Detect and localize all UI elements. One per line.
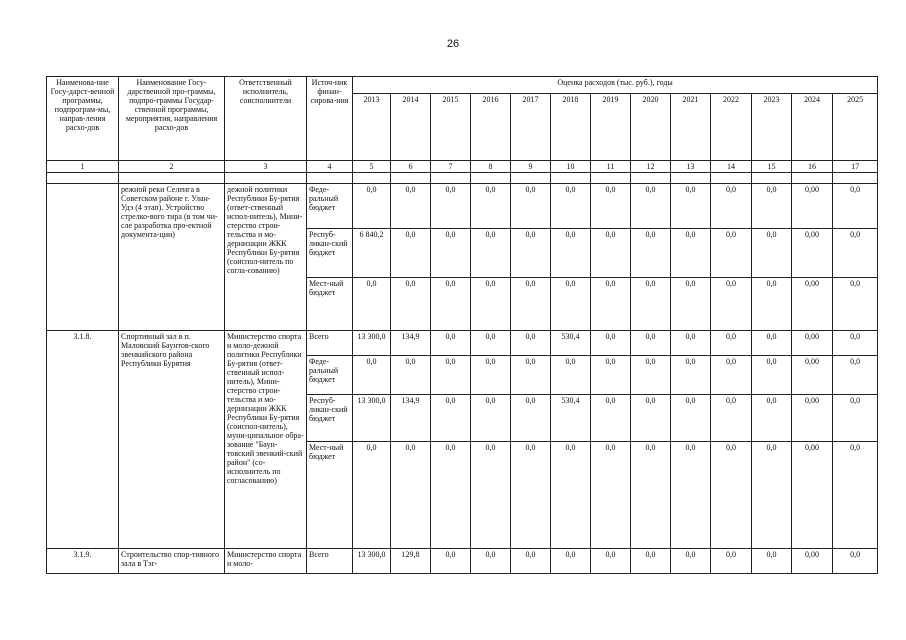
year-header: 2014 xyxy=(391,94,431,161)
funding-source: Мест-ный бюджет xyxy=(307,442,353,549)
amount-cell: 0,0 xyxy=(551,356,591,395)
amount-cell: 0,0 xyxy=(471,278,511,331)
table-row xyxy=(47,184,878,229)
activity-executor: Министерство спорта и моло- xyxy=(225,549,307,574)
spacer-cell xyxy=(431,173,471,184)
spacer-cell xyxy=(511,173,551,184)
table-row xyxy=(47,331,878,356)
amount-cell: 0,0 xyxy=(431,331,471,356)
amount-cell: 0,0 xyxy=(671,278,711,331)
amount-cell: 0,0 xyxy=(711,549,752,574)
amount-cell: 0,0 xyxy=(391,356,431,395)
amount-cell: 0,0 xyxy=(353,356,391,395)
amount-cell: 0,0 xyxy=(591,331,631,356)
header-program: Наименова-ние Госу-дарст-венной программы, подпрограм-мы, направ-ления расхо-дов xyxy=(47,77,119,161)
amount-cell: 0,0 xyxy=(591,442,631,549)
column-number: 1 xyxy=(47,161,119,173)
year-header: 2023 xyxy=(752,94,792,161)
amount-cell: 0,0 xyxy=(431,278,471,331)
activity-code xyxy=(47,184,119,331)
amount-cell: 0,0 xyxy=(431,442,471,549)
amount-cell: 0,0 xyxy=(631,229,671,278)
amount-cell: 0,0 xyxy=(833,331,878,356)
funding-source: Феде-ральный бюджет xyxy=(307,356,353,395)
column-number: 3 xyxy=(225,161,307,173)
column-number: 9 xyxy=(511,161,551,173)
amount-cell: 0,0 xyxy=(671,442,711,549)
table-row xyxy=(47,549,878,574)
funding-source: Всего xyxy=(307,549,353,574)
year-header: 2013 xyxy=(353,94,391,161)
amount-cell: 0,0 xyxy=(591,184,631,229)
amount-cell: 0,00 xyxy=(792,395,833,442)
amount-cell: 0,0 xyxy=(711,331,752,356)
amount-cell: 0,0 xyxy=(671,395,711,442)
amount-cell: 0,0 xyxy=(511,184,551,229)
amount-cell: 0,0 xyxy=(631,184,671,229)
amount-cell: 0,0 xyxy=(511,229,551,278)
year-header: 2015 xyxy=(431,94,471,161)
spacer-cell xyxy=(792,173,833,184)
amount-cell: 0,0 xyxy=(391,184,431,229)
year-header: 2020 xyxy=(631,94,671,161)
amount-cell: 0,0 xyxy=(833,184,878,229)
amount-cell: 0,0 xyxy=(511,356,551,395)
amount-cell: 0,0 xyxy=(353,184,391,229)
amount-cell: 0,0 xyxy=(671,184,711,229)
amount-cell: 530,4 xyxy=(551,395,591,442)
amount-cell: 0,0 xyxy=(471,395,511,442)
amount-cell: 13 300,0 xyxy=(353,331,391,356)
column-numbers-row xyxy=(47,161,878,173)
amount-cell: 0,0 xyxy=(631,356,671,395)
amount-cell: 0,0 xyxy=(752,442,792,549)
year-header: 2017 xyxy=(511,94,551,161)
amount-cell: 0,0 xyxy=(591,395,631,442)
spacer-cell xyxy=(391,173,431,184)
year-header: 2019 xyxy=(591,94,631,161)
spacer-cell xyxy=(47,173,119,184)
amount-cell: 0,0 xyxy=(353,278,391,331)
column-number: 15 xyxy=(752,161,792,173)
amount-cell: 0,0 xyxy=(711,395,752,442)
amount-cell: 0,00 xyxy=(792,184,833,229)
amount-cell: 0,0 xyxy=(471,331,511,356)
amount-cell: 0,0 xyxy=(833,356,878,395)
amount-cell: 0,0 xyxy=(752,331,792,356)
spacer-cell xyxy=(631,173,671,184)
amount-cell: 0,0 xyxy=(431,395,471,442)
amount-cell: 0,0 xyxy=(511,442,551,549)
amount-cell: 0,0 xyxy=(631,331,671,356)
amount-cell: 0,0 xyxy=(711,356,752,395)
activity-code: 3.1.8. xyxy=(47,331,119,549)
amount-cell: 0,0 xyxy=(752,278,792,331)
amount-cell: 0,0 xyxy=(631,395,671,442)
amount-cell: 0,0 xyxy=(551,184,591,229)
amount-cell: 0,0 xyxy=(631,549,671,574)
amount-cell: 0,00 xyxy=(792,356,833,395)
activity-name: режной реки Селенга в Советском районе г. Улан-Удэ (4 этап). Устройство стрелко-вого тира (в том чи-сле разработка про-ектной документа-ции) xyxy=(119,184,225,331)
amount-cell: 0,0 xyxy=(471,549,511,574)
spacer-cell xyxy=(671,173,711,184)
activity-executor: дежной политики Республики Бу-рятия (ответ-ственный испол-нитель), Мини-стерство строи-тельства и мо-дернизации ЖКК Республики Бу-рятия (соиспол-нитель по согла-сованию) xyxy=(225,184,307,331)
column-number: 6 xyxy=(391,161,431,173)
activity-name: Спортивный зал в п. Маловский Баунтов-ского эвенкийского района Республики Бурятия xyxy=(119,331,225,549)
amount-cell: 134,9 xyxy=(391,331,431,356)
year-header: 2016 xyxy=(471,94,511,161)
amount-cell: 0,0 xyxy=(671,356,711,395)
spacer-cell xyxy=(307,173,353,184)
amount-cell: 0,0 xyxy=(591,278,631,331)
amount-cell: 0,0 xyxy=(511,395,551,442)
amount-cell: 0,0 xyxy=(671,549,711,574)
amount-cell: 0,0 xyxy=(551,278,591,331)
column-number: 17 xyxy=(833,161,878,173)
amount-cell: 0,0 xyxy=(711,442,752,549)
amount-cell: 0,0 xyxy=(391,278,431,331)
amount-cell: 0,0 xyxy=(671,331,711,356)
spacer-cell xyxy=(551,173,591,184)
amount-cell: 0,00 xyxy=(792,442,833,549)
funding-source: Всего xyxy=(307,331,353,356)
funding-source: Респуб-ликан-ский бюджет xyxy=(307,229,353,278)
header-row xyxy=(47,77,878,94)
amount-cell: 530,4 xyxy=(551,331,591,356)
amount-cell: 0,0 xyxy=(752,356,792,395)
amount-cell: 0,0 xyxy=(353,442,391,549)
amount-cell: 0,0 xyxy=(752,229,792,278)
header-source: Источ-ник финан-сирова-ния xyxy=(307,77,353,161)
spacer-cell xyxy=(752,173,792,184)
amount-cell: 0,0 xyxy=(551,549,591,574)
year-header: 2021 xyxy=(671,94,711,161)
amount-cell: 0,0 xyxy=(511,549,551,574)
amount-cell: 0,0 xyxy=(631,442,671,549)
amount-cell: 13 300,0 xyxy=(353,549,391,574)
amount-cell: 0,0 xyxy=(833,549,878,574)
funding-source: Респуб-ликан-ский бюджет xyxy=(307,395,353,442)
table-body xyxy=(47,77,878,574)
amount-cell: 0,0 xyxy=(471,442,511,549)
spacer-row xyxy=(47,173,878,184)
amount-cell: 0,0 xyxy=(591,549,631,574)
page-number: 26 xyxy=(446,38,460,50)
amount-cell: 0,0 xyxy=(631,278,671,331)
amount-cell: 0,0 xyxy=(391,229,431,278)
column-number: 14 xyxy=(711,161,752,173)
amount-cell: 0,0 xyxy=(833,442,878,549)
amount-cell: 0,00 xyxy=(792,278,833,331)
column-number: 2 xyxy=(119,161,225,173)
amount-cell: 0,00 xyxy=(792,229,833,278)
amount-cell: 13 300,0 xyxy=(353,395,391,442)
spacer-cell xyxy=(591,173,631,184)
spacer-cell xyxy=(833,173,878,184)
budget-table xyxy=(46,76,878,574)
column-number: 13 xyxy=(671,161,711,173)
amount-cell: 129,8 xyxy=(391,549,431,574)
year-header: 2022 xyxy=(711,94,752,161)
amount-cell: 0,0 xyxy=(833,278,878,331)
amount-cell: 0,0 xyxy=(471,184,511,229)
activity-code: 3.1.9. xyxy=(47,549,119,574)
year-header: 2024 xyxy=(792,94,833,161)
column-number: 12 xyxy=(631,161,671,173)
column-number: 7 xyxy=(431,161,471,173)
year-header: 2025 xyxy=(833,94,878,161)
funding-source: Феде-ральный бюджет xyxy=(307,184,353,229)
header-estimate: Оценка расходов (тыс. руб.), годы xyxy=(353,77,878,94)
amount-cell: 0,0 xyxy=(752,184,792,229)
column-number: 5 xyxy=(353,161,391,173)
amount-cell: 0,0 xyxy=(833,229,878,278)
amount-cell: 0,0 xyxy=(711,278,752,331)
amount-cell: 0,00 xyxy=(792,331,833,356)
column-number: 16 xyxy=(792,161,833,173)
amount-cell: 0,0 xyxy=(511,331,551,356)
amount-cell: 0,0 xyxy=(431,184,471,229)
amount-cell: 134,9 xyxy=(391,395,431,442)
year-header: 2018 xyxy=(551,94,591,161)
column-number: 4 xyxy=(307,161,353,173)
funding-source: Мест-ный бюджет xyxy=(307,278,353,331)
amount-cell: 0,0 xyxy=(471,229,511,278)
spacer-cell xyxy=(353,173,391,184)
header-executor: Ответственный исполнитель, соисполнители xyxy=(225,77,307,161)
amount-cell: 0,0 xyxy=(591,356,631,395)
spacer-cell xyxy=(471,173,511,184)
amount-cell: 0,0 xyxy=(391,442,431,549)
spacer-cell xyxy=(711,173,752,184)
amount-cell: 0,0 xyxy=(752,395,792,442)
spacer-cell xyxy=(225,173,307,184)
amount-cell: 0,0 xyxy=(833,395,878,442)
activity-name: Строительство спор-тивного зала в Тэг- xyxy=(119,549,225,574)
column-number: 10 xyxy=(551,161,591,173)
column-number: 11 xyxy=(591,161,631,173)
amount-cell: 6 840,2 xyxy=(353,229,391,278)
amount-cell: 0,0 xyxy=(591,229,631,278)
amount-cell: 0,0 xyxy=(511,278,551,331)
amount-cell: 0,0 xyxy=(431,229,471,278)
amount-cell: 0,0 xyxy=(431,356,471,395)
amount-cell: 0,00 xyxy=(792,549,833,574)
amount-cell: 0,0 xyxy=(431,549,471,574)
amount-cell: 0,0 xyxy=(471,356,511,395)
amount-cell: 0,0 xyxy=(551,229,591,278)
activity-executor: Министерство спорта и моло-дежной политики Республики Бу-рятия (ответ-ственный испол-нитель), Мини-стерство строи-тельства и мо-дернизации ЖКК Республики Бу-рятия (соиспол-нитель), муни-ципальное обра-зование "Баун-товский эвенкий-ский район" (со-исполнитель по согласованию) xyxy=(225,331,307,549)
amount-cell: 0,0 xyxy=(752,549,792,574)
header-activity: Наименование Госу-дарственной про-граммы, подпро-граммы Государ-ственной программы, мероприятия, направления расхо-дов xyxy=(119,77,225,161)
amount-cell: 0,0 xyxy=(671,229,711,278)
amount-cell: 0,0 xyxy=(551,442,591,549)
amount-cell: 0,0 xyxy=(711,184,752,229)
column-number: 8 xyxy=(471,161,511,173)
spacer-cell xyxy=(119,173,225,184)
amount-cell: 0,0 xyxy=(711,229,752,278)
